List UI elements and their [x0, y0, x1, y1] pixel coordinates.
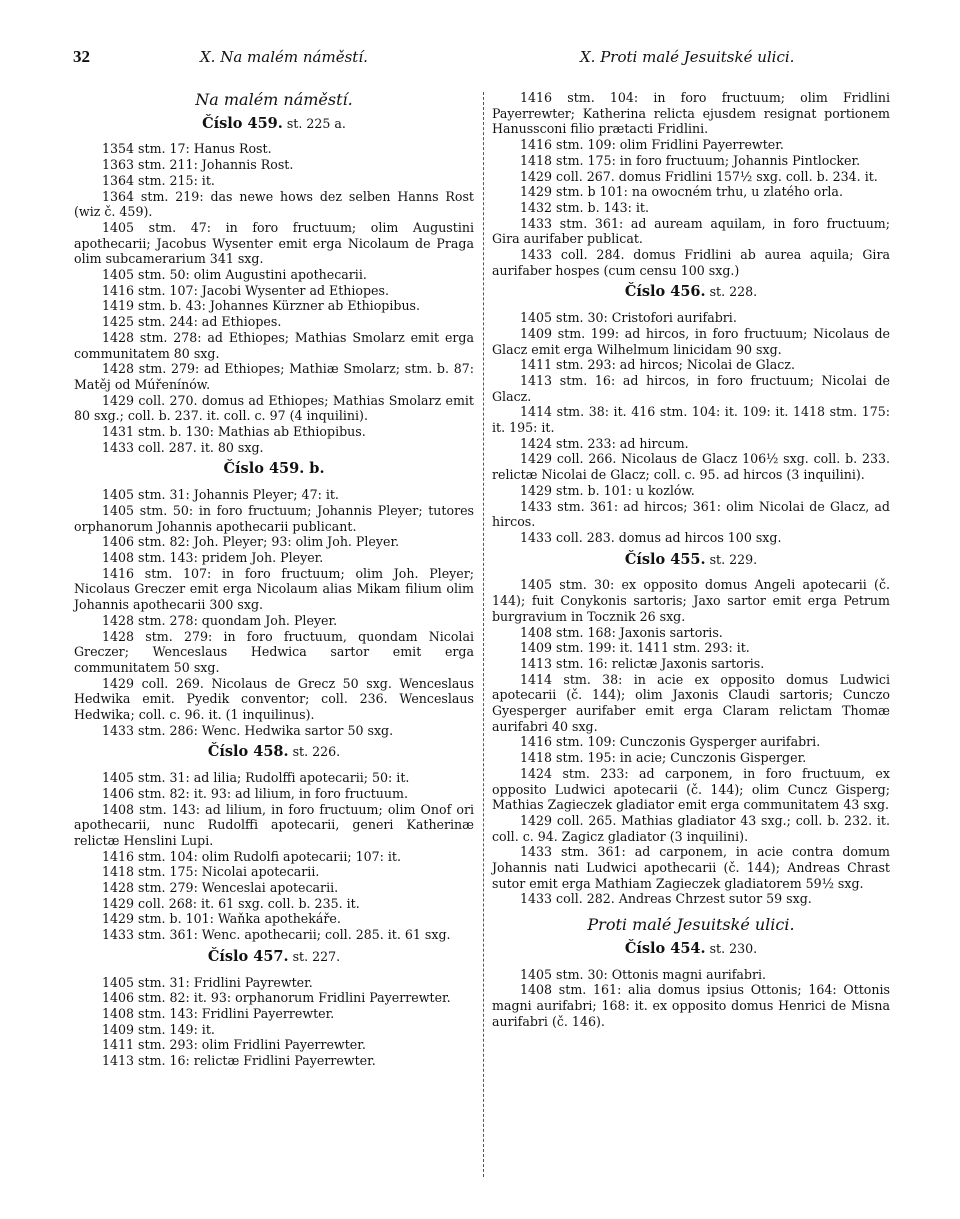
register-entry: 1405 stm. 31: Fridlini Payrewter. [102, 974, 313, 990]
street-title: Na malém náměstí. [195, 90, 353, 109]
register-entry: 1429 coll. 268: it. 61 sxg. coll. b. 235. it. [102, 895, 360, 911]
house-number: Číslo 456. [624, 283, 706, 301]
register-entry: 1416 stm. 107: in foro fructuum; olim Joh. Pleyer; Nicolaus Greczer emit erga Nicolaum alias Mikam filium olim Johannis apothecarii 300 sxg. [74, 565, 474, 613]
register-entry: 1405 stm. 30: Cristofori aurifabri. [520, 310, 737, 326]
old-house-number: st. 229. [709, 551, 758, 567]
register-entry: 1433 stm. 361: ad hircos; 361: olim Nicolai de Glacz, ad hircos. [492, 498, 890, 530]
register-entry: 1406 stm. 82: it. 93: ad lilium, in foro fructuum. [102, 785, 408, 801]
register-entry: 1429 coll. 267. domus Fridlini 157½ sxg. coll. b. 234. it. [520, 168, 878, 184]
house-number-heading [492, 552, 890, 568]
register-entry: 1419 stm. b. 43: Johannes Kürzner ab Ethiopibus. [102, 298, 421, 314]
register-entry: 1431 stm. b. 130: Mathias ab Ethiopibus. [102, 424, 366, 440]
house-number-heading [74, 949, 474, 965]
register-entry: 1428 stm. 278: quondam Joh. Pleyer. [102, 612, 338, 628]
register-entry: 1416 stm. 104: olim Rudolfi apotecarii; 107: it. [102, 848, 401, 864]
register-entry: 1409 stm. 199: ad hircos, in foro fructuum; Nicolaus de Glacz emit erga Wilhelmum linicidam 90 sxg. [492, 325, 890, 357]
register-entry: 1406 stm. 82: it. 93: orphanorum Fridlini Payerrewter. [102, 990, 451, 1006]
register-entry: 1433 stm. 361: ad carponem, in acie contra domum Johannis nati Ludwici apothecarii (č. 144); Andreas Chrast sutor emit erga Mathiam Zagieczek gladiatorem 59½ sxg. [492, 844, 890, 891]
register-entry: 1418 stm. 175: in foro fructuum; Johannis Pintlocker. [520, 152, 861, 168]
register-entry: 1424 stm. 233: ad carponem, in foro fructuum, ex opposito Ludwici apotecarii (č. 144); olim Cuncz Gisperg; Mathias Zagieczek gladiator emit erga communitatem 43 sxg. [492, 765, 890, 813]
register-entry: 1429 coll. 269. Nicolaus de Grecz 50 sxg. Wenceslaus Hedwika emit. Pyedik conventor; coll. 236. Wenceslaus Hedwika; coll. c. 96. it. (1 inquilinus). [74, 675, 474, 723]
column-divider [483, 92, 484, 1177]
register-entry: 1405 stm. 31: Johannis Pleyer; 47: it. [102, 487, 339, 503]
register-entry: 1413 stm. 16: ad hircos, in foro fructuum; Nicolai de Glacz. [492, 372, 890, 404]
register-entry: 1413 stm. 16: relictæ Fridlini Payerrewter. [102, 1053, 376, 1069]
register-entry: 1413 stm. 16: relictæ Jaxonis sartoris. [520, 655, 765, 671]
register-entry: 1428 stm. 279: Wenceslai apotecarii. [102, 880, 339, 896]
register-entry: 1364 stm. 215: it. [102, 172, 215, 188]
register-entry: 1408 stm. 143: ad lilium, in foro fructuum; olim Onof ori apothecarii, nunc Rudolffi apotecarii, generi Katherinæ relictæ Henslini Lupi. [74, 801, 474, 848]
register-entry: 1408 stm. 143: pridem Joh. Pleyer. [102, 549, 324, 565]
house-number: Číslo 459. [202, 114, 283, 132]
register-entry: 1411 stm. 293: ad hircos; Nicolai de Glacz. [520, 357, 795, 373]
register-entry: 1416 stm. 109: Cunczonis Gysperger aurifabri. [520, 734, 821, 750]
house-number: Číslo 459. b. [223, 460, 325, 478]
old-house-number: st. 226. [292, 744, 341, 760]
register-entry: 1429 coll. 270. domus ad Ethiopes; Mathias Smolarz emit 80 sxg.; coll. b. 237. it. coll. c. 97 (4 inquilini). [74, 392, 474, 424]
register-entry: 1408 stm. 161: alia domus ipsius Ottonis; 164: Ottonis magni aurifabri; 168: it. ex opposito domus Henrici de Misna aurifabri (č. 146). [492, 982, 890, 1029]
register-entry: 1429 coll. 266. Nicolaus de Glacz 106½ sxg. coll. b. 233. relictæ Nicolai de Glacz; coll. c. 95. ad hircos (3 inquilini). [492, 451, 890, 483]
register-entry: 1425 stm. 244: ad Ethiopes. [102, 314, 282, 330]
old-house-number: st. 225 a. [286, 115, 346, 131]
register-entry: 1354 stm. 17: Hanus Rost. [102, 141, 272, 157]
register-entry: 1433 coll. 284. domus Fridlini ab aurea aquila; Gira aurifaber hospes (cum censu 100 sxg.) [492, 247, 890, 278]
register-entry: 1409 stm. 149: it. [102, 1021, 215, 1037]
house-number: Číslo 454. [624, 939, 706, 957]
register-entry: 1416 stm. 109: olim Fridlini Payerrewter. [520, 137, 784, 153]
register-entry: 1429 stm. b. 101: Waňka apothekáře. [102, 911, 341, 927]
register-entry: 1433 stm. 286: Wenc. Hedwika sartor 50 sxg. [102, 722, 394, 738]
register-entry: 1408 stm. 168: Jaxonis sartoris. [520, 624, 723, 640]
house-number: Číslo 457. [207, 947, 289, 965]
register-entry: 1418 stm. 175: Nicolai apotecarii. [102, 864, 320, 880]
register-entry: 1405 stm. 50: olim Augustini apothecarii. [102, 267, 367, 283]
register-entry: 1405 stm. 30: Ottonis magni aurifabri. [520, 966, 767, 982]
register-entry: 1429 stm. b 101: na owocném trhu, u zlatého orla. [520, 184, 843, 200]
old-house-number: st. 227. [292, 948, 341, 964]
running-head-right: X. Proti malé Jesuitské ulici. [580, 48, 795, 66]
register-entry: 1416 stm. 104: in foro fructuum; olim Fridlini Payerrewter; Katherina relicta ejusdem resignat portionem Hanussconi filio prætacti Fridlini. [492, 90, 890, 137]
register-entry: 1405 stm. 31: ad lilia; Rudolffi apotecarii; 50: it. [102, 770, 410, 786]
running-head-left: X. Na malém náměstí. [200, 48, 368, 66]
register-entry: 1429 stm. b. 101: u kozlów. [520, 482, 695, 498]
house-number-heading [74, 461, 474, 477]
register-entry: 1433 stm. 361: Wenc. apothecarii; coll. 285. it. 61 sxg. [102, 927, 451, 943]
right-column [492, 90, 890, 1029]
old-house-number: st. 228. [709, 284, 758, 300]
register-entry: 1433 coll. 287. it. 80 sxg. [102, 439, 264, 455]
register-entry: 1411 stm. 293: olim Fridlini Payerrewter. [102, 1037, 366, 1053]
register-entry: 1408 stm. 143: Fridlini Payerrewter. [102, 1005, 335, 1021]
register-entry: 1433 stm. 361: ad auream aquilam, in foro fructuum; Gira aurifaber publicat. [492, 215, 890, 247]
register-entry: 1428 stm. 279: in foro fructuum, quondam Nicolai Greczer; Wenceslaus Hedwica sartor emit erga communitatem 50 sxg. [74, 628, 474, 675]
house-number-heading [74, 116, 474, 132]
register-entry: 1405 stm. 30: ex opposito domus Angeli apotecarii (č. 144); fuit Conykonis sartoris; Jaxo sartor emit erga Petrum burgravium in Tocznik 26 sxg. [492, 577, 890, 624]
register-entry: 1418 stm. 195: in acie; Cunczonis Gisperger. [520, 750, 807, 766]
register-entry: 1416 stm. 107: Jacobi Wysenter ad Ethiopes. [102, 282, 389, 298]
register-entry: 1405 stm. 47: in foro fructuum; olim Augustini apothecarii; Jacobus Wysenter emit erga Nicolaum de Praga olim subcamerarium 341 sxg. [74, 219, 474, 267]
street-title: Proti malé Jesuitské ulici. [587, 915, 795, 935]
house-number: Číslo 455. [624, 550, 706, 568]
house-number-heading [492, 284, 890, 300]
house-number: Číslo 458. [207, 743, 289, 761]
register-entry: 1363 stm. 211: Johannis Rost. [102, 157, 294, 173]
old-house-number: st. 230. [709, 940, 758, 956]
register-entry: 1432 stm. b. 143: it. [520, 199, 649, 215]
page-number: 32 [73, 47, 90, 66]
register-entry: 1414 stm. 38: in acie ex opposito domus Ludwici apotecarii (č. 144); olim Jaxonis Claudi sartoris; Cunczo Gyesperger aurifaber emit erga Claram relictam Thomæ aurifabri 40 sxg. [492, 671, 890, 734]
register-entry: 1405 stm. 50: in foro fructuum; Johannis Pleyer; tutores orphanorum Johannis apothecarii publicant. [74, 502, 474, 534]
house-number-heading [74, 744, 474, 760]
house-number-heading [492, 941, 890, 957]
register-entry: 1364 stm. 219: das newe hows dez selben Hanns Rost (wiz č. 459). [74, 188, 474, 220]
register-entry: 1409 stm. 199: it. 1411 stm. 293: it. [520, 640, 750, 656]
register-entry: 1428 stm. 279: ad Ethiopes; Mathiæ Smolarz; stm. b. 87: Matěj od Múřenínów. [74, 361, 474, 392]
register-entry: 1424 stm. 233: ad hircum. [520, 435, 689, 451]
register-entry: 1406 stm. 82: Joh. Pleyer; 93: olim Joh. Pleyer. [102, 534, 400, 550]
register-entry: 1429 coll. 265. Mathias gladiator 43 sxg.; coll. b. 232. it. coll. c. 94. Zagicz gladiator (3 inquilini). [492, 812, 890, 844]
left-column [74, 90, 474, 1069]
register-entry: 1433 coll. 283. domus ad hircos 100 sxg. [520, 529, 782, 545]
register-entry: 1433 coll. 282. Andreas Chrzest sutor 59 sxg. [520, 891, 812, 907]
register-entry: 1428 stm. 278: ad Ethiopes; Mathias Smolarz emit erga communitatem 80 sxg. [74, 329, 474, 361]
register-entry: 1414 stm. 38: it. 416 stm. 104: it. 109: it. 1418 stm. 175: it. 195: it. [492, 404, 890, 436]
